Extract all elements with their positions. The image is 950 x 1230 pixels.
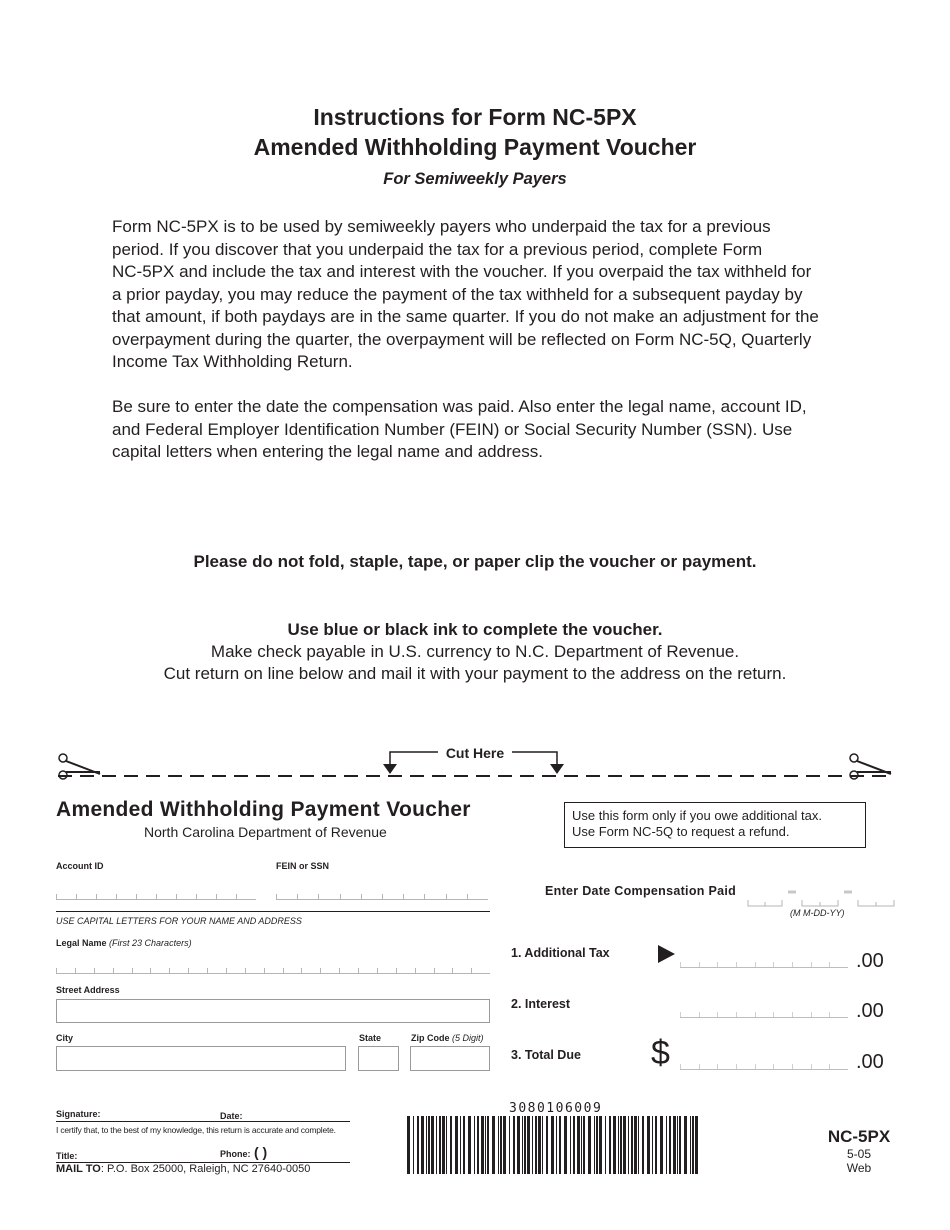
- mail-to: [56, 1163, 310, 1175]
- mail-to-address: : P.O. Box 25000, Raleigh, NC 27640-0050: [100, 1163, 311, 1175]
- legal-name-input[interactable]: [56, 968, 490, 974]
- form-revision: 5-05: [846, 1147, 872, 1161]
- interest-input[interactable]: [680, 1012, 848, 1018]
- certification-text: I certify that, to the best of my knowledge, this return is accurate and complete.: [56, 1125, 336, 1135]
- title-label: Title:: [56, 1151, 78, 1161]
- zip-label: [411, 1033, 484, 1043]
- mail-to-label: MAIL TO: [56, 1163, 101, 1175]
- legal-name-label: [56, 938, 192, 948]
- account-id-input[interactable]: [56, 894, 256, 900]
- page-subtitle: For Semiweekly Payers: [383, 170, 567, 188]
- fein-label: FEIN or SSN: [276, 861, 330, 871]
- notice-box: [564, 802, 866, 848]
- paragraph-line: Be sure to enter the date the compensation was paid. Also enter the legal name, account ID,: [112, 397, 807, 416]
- paragraph-line: a prior payday, you may reduce the payment of the tax withheld for a subsequent payday by: [112, 284, 803, 304]
- total-due-cents: .00: [856, 1051, 884, 1073]
- additional-tax-cents: .00: [856, 950, 884, 972]
- section-divider: [56, 911, 490, 912]
- zip-hint: (5 Digit): [452, 1033, 484, 1043]
- instruction-paragraph-1: [112, 216, 844, 374]
- arrow-right-icon: [657, 944, 677, 964]
- instruction-paragraph-2: [112, 396, 844, 464]
- city-label: City: [56, 1033, 74, 1043]
- dollar-sign-icon: $: [651, 1034, 670, 1072]
- state-label: State: [359, 1033, 382, 1043]
- form-id: NC-5PX: [827, 1127, 891, 1146]
- date-label: Date:: [220, 1111, 243, 1121]
- additional-tax-input[interactable]: [680, 962, 848, 968]
- paragraph-line: capital letters when entering the legal name and address.: [112, 442, 543, 461]
- caps-note: USE CAPITAL LETTERS FOR YOUR NAME AND ADDRESS: [56, 916, 302, 926]
- interest-cents: .00: [856, 1000, 884, 1022]
- paragraph-line: Income Tax Withholding Return.: [112, 352, 353, 371]
- cut-return-notice: Cut return on line below and mail it with your payment to the address on the return.: [163, 664, 787, 683]
- notice-line: Use this form only if you owe additional tax.: [572, 808, 823, 823]
- fein-input[interactable]: [276, 894, 488, 900]
- street-address-input[interactable]: [56, 999, 490, 1023]
- voucher-title: Amended Withholding Payment Voucher: [56, 798, 471, 821]
- paragraph-line: that amount, if both paydays are in the same quarter. If you do not make an adjustment for the: [112, 307, 819, 326]
- date-compensation-label: Enter Date Compensation Paid: [545, 884, 737, 898]
- page-title: Instructions for Form NC-5PX: [313, 104, 637, 130]
- paragraph-line: and Federal Employer Identification Number (FEIN) or Social Security Number (SSN). Use: [112, 419, 793, 439]
- state-input[interactable]: [358, 1046, 399, 1071]
- paragraph-line: period. If you discover that you underpaid the tax for a previous period, complete Form: [112, 239, 763, 259]
- interest-label: 2. Interest: [511, 997, 571, 1011]
- paragraph-line: NC-5PX and include the tax and interest with the voucher. If you overpaid the tax withheld for: [112, 262, 812, 281]
- no-fold-notice: Please do not fold, staple, tape, or paper clip the voucher or payment.: [193, 552, 757, 571]
- zip-input[interactable]: [410, 1046, 490, 1071]
- form-web: Web: [846, 1161, 872, 1175]
- notice-line: Use Form NC-5Q to request a refund.: [572, 824, 790, 839]
- page-title-line2: Amended Withholding Payment Voucher: [253, 134, 697, 160]
- phone-parens: ( ): [254, 1144, 268, 1160]
- signature-input[interactable]: [56, 1121, 350, 1122]
- scissors-icon: [844, 752, 894, 782]
- street-address-label: Street Address: [56, 985, 120, 995]
- phone-label: Phone:: [220, 1149, 251, 1159]
- account-id-label: Account ID: [56, 861, 104, 871]
- zip-label-text: Zip Code: [411, 1033, 450, 1043]
- scissors-icon: [54, 752, 104, 782]
- barcode-number: 3080106009: [509, 1101, 603, 1116]
- paragraph-line: overpayment during the quarter, the overpayment will be reflected on Form NC-5Q, Quarterly: [112, 329, 812, 349]
- date-compensation-input[interactable]: [746, 888, 896, 908]
- cut-here-label: Cut Here: [445, 745, 505, 761]
- date-format-hint: (M M-DD-YY): [790, 908, 845, 918]
- ink-notice: Use blue or black ink to complete the voucher.: [287, 620, 663, 639]
- payable-notice: Make check payable in U.S. currency to N.C. Department of Revenue.: [210, 642, 740, 661]
- signature-label: Signature:: [56, 1109, 101, 1119]
- legal-name-label-text: Legal Name: [56, 938, 107, 948]
- additional-tax-label: 1. Additional Tax: [511, 946, 610, 960]
- legal-name-hint: (First 23 Characters): [109, 938, 192, 948]
- total-due-label: 3. Total Due: [511, 1048, 581, 1062]
- department-name: North Carolina Department of Revenue: [144, 824, 387, 840]
- city-input[interactable]: [56, 1046, 346, 1071]
- total-due-input[interactable]: [680, 1064, 848, 1070]
- barcode-image: [407, 1116, 701, 1174]
- paragraph-line: Form NC-5PX is to be used by semiweekly payers who underpaid the tax for a previous: [112, 217, 771, 236]
